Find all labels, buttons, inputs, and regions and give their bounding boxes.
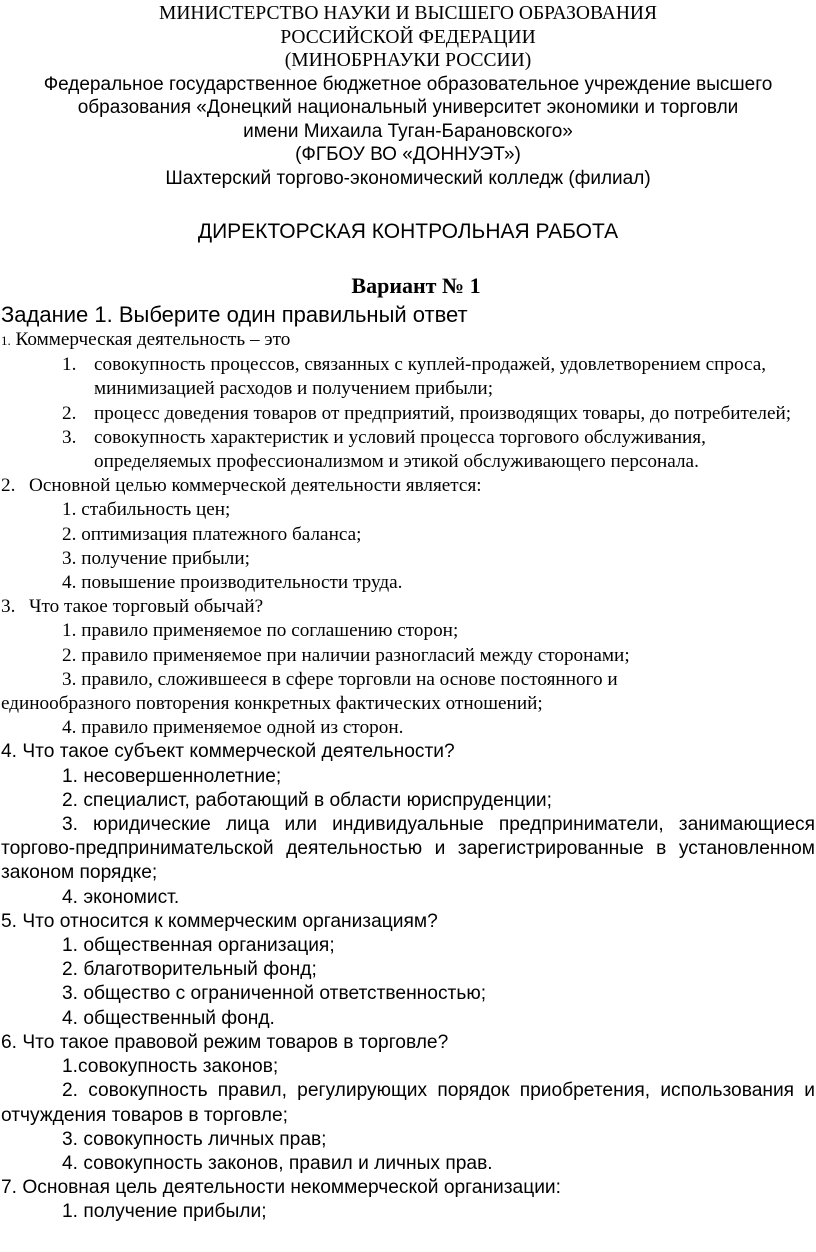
variant-heading: Вариант № 1: [351, 273, 481, 298]
question-4-options: [1, 765, 815, 910]
ministry-line-3: (МИНОБРНАУКИ РОССИИ): [284, 50, 532, 71]
college-name: Шахтерский торгово-экономический колледж (филиал): [165, 167, 651, 189]
question-3-option-4: 4. правило применяемое одной из сторон.: [62, 717, 404, 739]
question-7: 7. Основная цель деятельности некоммерческой организации:: [1, 1177, 561, 1199]
question-2-option-3: 3. получение прибыли;: [62, 547, 250, 569]
question-3-option-2: 2. правило применяемое при наличии разногласий между сторонами;: [62, 644, 630, 666]
question-3: [1, 595, 815, 619]
question-4-option-4: 4. экономист.: [62, 886, 180, 908]
question-2-text: Основной целью коммерческой деятельности является:: [29, 475, 482, 497]
task-heading: Задание 1. Выберите один правильный ответ: [1, 302, 468, 327]
question-7-option-1: 1. получение прибыли;: [62, 1201, 267, 1223]
document-page: [0, 2, 816, 1252]
question-5-options: [1, 934, 815, 1031]
question-4-option-1: 1. несовершеннолетние;: [62, 765, 282, 787]
question-3-text: Что такое торговый обычай?: [29, 596, 264, 618]
question-3-option-3: 3. правило, сложившееся в сфере торговли на основе постоянного и: [62, 668, 618, 690]
question-2-option-1: 1. стабильность цен;: [62, 499, 231, 521]
question-6-option-3: 3. совокупность личных прав;: [62, 1128, 327, 1150]
question-6-options: [1, 1055, 815, 1176]
question-5-option-3: 3. общество с ограниченной ответственностью;: [62, 983, 487, 1005]
institution-line-3: имени Михаила Туган-Барановского»: [243, 120, 573, 142]
question-6-option-4: 4. совокупность законов, правил и личных прав.: [62, 1152, 493, 1174]
question-2-option-4: 4. повышение производительности труда.: [62, 572, 403, 594]
question-7-options: [1, 1200, 815, 1224]
ministry-line-1: МИНИСТЕРСТВО НАУКИ И ВЫСШЕГО ОБРАЗОВАНИЯ: [158, 3, 657, 24]
question-4: 4. Что такое субъект коммерческой деятельности?: [1, 741, 455, 763]
question-1-option-3: 3. совокупность характеристик и условий процесса торгового обслуживания, определяемых профессионализмом и этикой обслуживающего персонала.: [62, 426, 706, 473]
question-5-option-4: 4. общественный фонд.: [62, 1007, 275, 1029]
ministry-line-2: РОССИЙСКОЙ ФЕДЕРАЦИИ: [280, 26, 536, 48]
question-3-number: 3.: [1, 596, 16, 618]
question-5-option-1: 1. общественная организация;: [62, 935, 335, 957]
question-2-number: 2.: [1, 475, 16, 497]
question-1-options: [1, 353, 815, 474]
question-4-option-3: 3. юридические лица или индивидуальные предприниматели, занимающиеся торгово-предпринимательской деятельностью и зарегистрированные в установленном законом порядке;: [1, 814, 815, 884]
document-title: ДИРЕКТОРСКАЯ КОНТРОЛЬНАЯ РАБОТА: [197, 220, 619, 243]
institution-line-2: образования «Донецкий национальный университет экономики и торговли: [77, 97, 739, 118]
question-1-option-2: 2. процесс доведения товаров от предприятий, производящих товары, до потребителей;: [62, 402, 792, 424]
question-6-option-1: 1.совокупность законов;: [62, 1056, 279, 1078]
question-2-options: [1, 498, 815, 595]
institution-abbreviation: (ФГБОУ ВО «ДОННУЭТ»): [295, 144, 521, 165]
question-1-text: Коммерческая деятельность – это: [15, 329, 291, 350]
question-2: [1, 474, 815, 498]
question-1-number: 1.: [1, 333, 11, 348]
question-5: 5. Что относится к коммерческим организациям?: [1, 910, 438, 932]
question-4-option-2: 2. специалист, работающий в области юриспруденции;: [62, 789, 552, 811]
question-6-option-2: 2. совокупность правил, регулирующих порядок приобретения, использования и отчуждения товаров в торговле;: [1, 1080, 815, 1126]
question-2-option-2: 2. оптимизация платежного баланса;: [62, 523, 362, 545]
institution-line-1: Федеральное государственное бюджетное образовательное учреждение высшего: [43, 73, 773, 95]
question-6: 6. Что такое правовой режим товаров в торговле?: [1, 1031, 449, 1053]
question-3-option-3-continued: единообразного повторения конкретных фактических отношений;: [1, 693, 543, 715]
question-3-options: [1, 619, 815, 740]
question-5-option-2: 2. благотворительный фонд;: [62, 959, 317, 981]
document-header: [1, 2, 815, 190]
question-1-option-1: 1. совокупность процессов, связанных с куплей-продажей, удовлетворением спроса, минимизацией расходов и получением прибыли;: [62, 354, 767, 400]
question-3-option-1: 1. правило применяемое по соглашению сторон;: [62, 620, 459, 642]
question-1: [1, 328, 815, 353]
